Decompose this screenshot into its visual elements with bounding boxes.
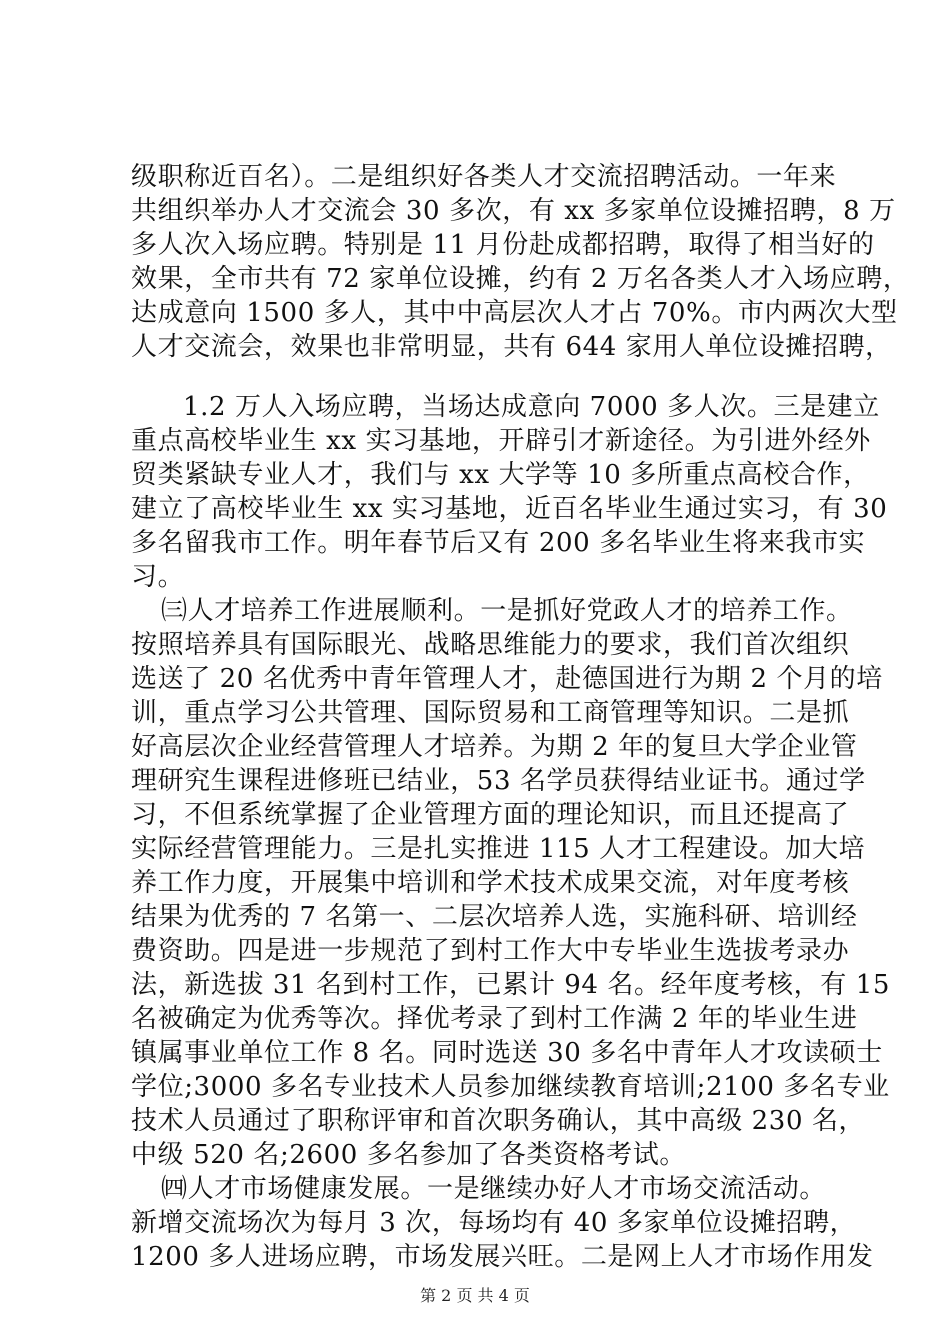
paragraph-line: 技术人员通过了职称评审和首次职务确认，其中高级 230 名，	[131, 1106, 866, 1136]
paragraph-line: 达成意向 1500 多人，其中中高层次人才占 70%。市内两次大型	[131, 298, 898, 328]
paragraph-line: 多人次入场应聘。特别是 11 月份赴成都招聘，取得了相当好的	[131, 230, 875, 260]
paragraph-line: 养工作力度，开展集中培训和学术技术成果交流，对年度考核	[131, 868, 850, 898]
paragraph-line: 选送了 20 名优秀中青年管理人才，赴德国进行为期 2 个月的培	[131, 664, 883, 694]
paragraph-line: 费资助。四是进一步规范了到村工作大中专毕业生选拔考录办	[131, 936, 850, 966]
paragraph-line: 理研究生课程进修班已结业，53 名学员获得结业证书。通过学	[131, 766, 866, 796]
paragraph-line: 级职称近百名）。二是组织好各类人才交流招聘活动。一年来	[131, 162, 837, 192]
section-heading-line: ㈣人才市场健康发展。一是继续办好人才市场交流活动。	[161, 1174, 827, 1204]
paragraph-line: 新增交流场次为每月 3 次，每场均有 40 多家单位设摊招聘，	[131, 1208, 857, 1238]
paragraph-line: 共组织举办人才交流会 30 多次，有 xx 多家单位设摊招聘，8 万	[131, 196, 896, 226]
paragraph-line: 镇属事业单位工作 8 名。同时选送 30 多名中青年人才攻读硕士	[131, 1038, 883, 1068]
paragraph-line: 1.2 万人入场应聘，当场达成意向 7000 多人次。三是建立	[183, 392, 880, 422]
paragraph-line: 结果为优秀的 7 名第一、二层次培养人选，实施科研、培训经	[131, 902, 858, 932]
paragraph-line: 1200 多人进场应聘，市场发展兴旺。二是网上人才市场作用发	[131, 1242, 874, 1272]
paragraph-line: 习。	[131, 562, 185, 592]
paragraph-line: 按照培养具有国际眼光、战略思维能力的要求，我们首次组织	[131, 630, 850, 660]
paragraph-line: 贸类紧缺专业人才，我们与 xx 大学等 10 多所重点高校合作，	[131, 460, 870, 490]
paragraph-line: 建立了高校毕业生 xx 实习基地，近百名毕业生通过实习，有 30	[131, 494, 888, 524]
paragraph-line: 学位;3000 多名专业技术人员参加继续教育培训;2100 多名专业	[131, 1072, 890, 1102]
paragraph-line: 习，不但系统掌握了企业管理方面的理论知识，而且还提高了	[131, 800, 850, 830]
paragraph-line: 人才交流会，效果也非常明显，共有 644 家用人单位设摊招聘，	[131, 332, 892, 362]
paragraph-line: 好高层次企业经营管理人才培养。为期 2 年的复旦大学企业管	[131, 732, 858, 762]
paragraph-line: 中级 520 名;2600 多名参加了各类资格考试。	[131, 1140, 686, 1170]
paragraph-line: 名被确定为优秀等次。择优考录了到村工作满 2 年的毕业生进	[131, 1004, 858, 1034]
paragraph-line: 法，新选拔 31 名到村工作，已累计 94 名。经年度考核，有 15	[131, 970, 890, 1000]
paragraph-line: 实际经营管理能力。三是扎实推进 115 人才工程建设。加大培	[131, 834, 866, 864]
page-number-footer: 第 2 页 共 4 页	[420, 1286, 530, 1305]
paragraph-line: 多名留我市工作。明年春节后又有 200 多名毕业生将来我市实	[131, 528, 866, 558]
paragraph-line: 效果，全市共有 72 家单位设摊，约有 2 万名各类人才入场应聘，	[131, 264, 910, 294]
paragraph-line: 重点高校毕业生 xx 实习基地，开辟引才新途径。为引进外经外	[131, 426, 871, 456]
paragraph-line: 训，重点学习公共管理、国际贸易和工商管理等知识。二是抓	[131, 698, 850, 728]
section-heading-line: ㈢人才培养工作进展顺利。一是抓好党政人才的培养工作。	[161, 596, 853, 626]
